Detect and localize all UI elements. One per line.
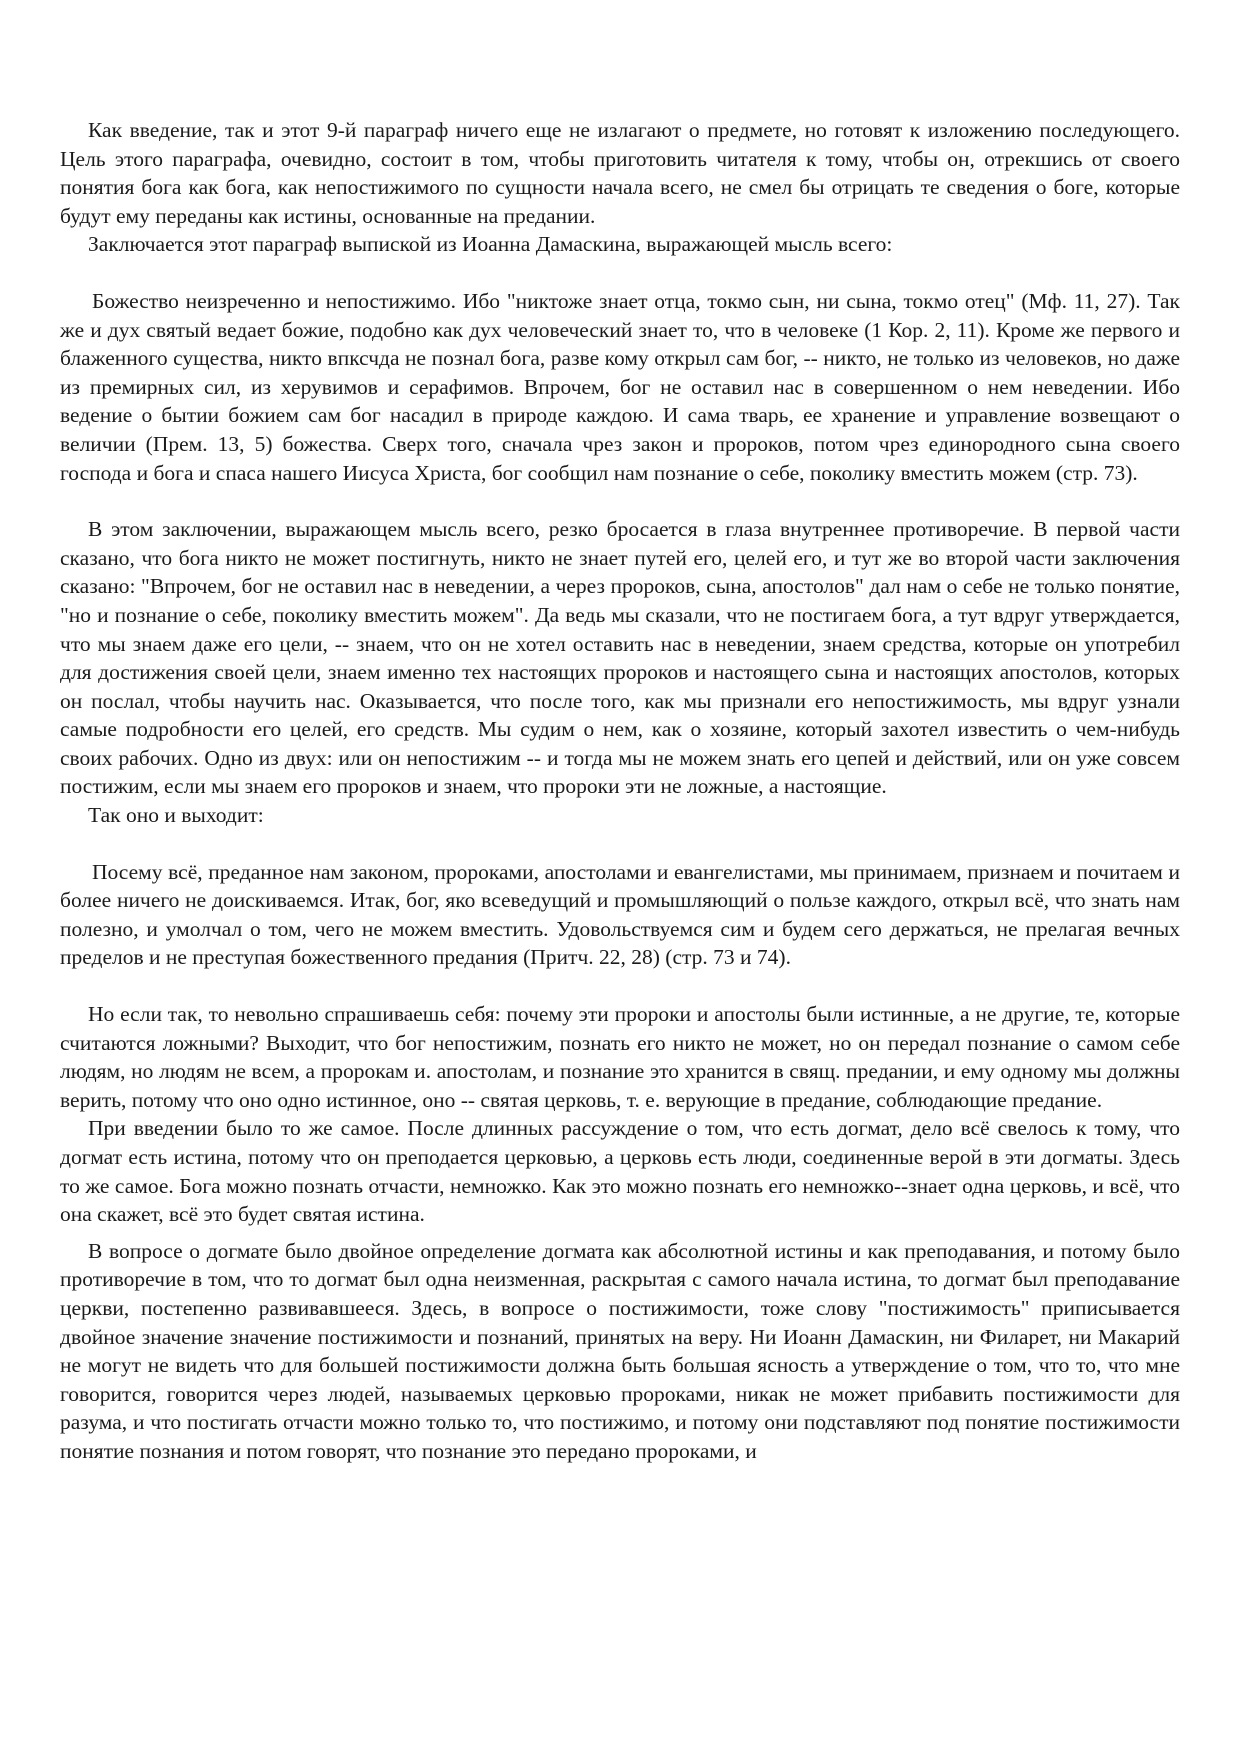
paragraph-quote-lead-2: Так оно и выходит: [88, 803, 264, 828]
paragraph-contradiction: В этом заключении, выражающем мысль всего, резко бросается в глаза внутреннее противоречие. В первой части сказано, что бога никто не может постигнуть, никто не знает путей его, целей его, и тут же во второй части заключения сказано: "Впрочем, бог не оставил нас в неведении, а через пророков, сына, апостолов" дал нам о себе не только понятие, "но и познание о себе, поколику вместить можем". Да ведь мы сказали, что не постигаем бога, а тут вдруг утверждается, что мы знаем даже его цели, -- знаем, что он не хотел оставить нас в неведении, знаем средства, которые он употребил для достижения своей цели, знаем именно тех настоящих пророков и настоящего сына и настоящих апостолов, которых он послал, чтобы научить нас. Оказывается, что после того, как мы признали его непостижимость, мы вдруг узнали самые подробности его целей, его средств. Мы судим о нем, как о хозяине, который захотел известить о чем-нибудь своих рабочих. Одно из двух: или он непостижим -- и тогда мы не можем знать его цепей и действий, или он уже совсем постижим, если мы знаем его пророков и знаем, что пророки эти не ложные, а настоящие. [60, 517, 1180, 799]
spacer [60, 1229, 1180, 1237]
quote-tradition: Посему всё, преданное нам законом, пророками, апостолами и евангелистами, мы принимаем, признаем и почитаем и более ничего не доискиваемся. Итак, бог, яко всеведущий и промышляющий о пользе каждого, открыл всё, что знать нам полезно, и умолчал о том, чего не можем вместить. Удовольствуемся сим и будем сего держаться, не прелагая вечных пределов и не преступая божественного предания (Притч. 22, 28) (стр. 73 и 74). [60, 859, 1180, 970]
paragraph-intro: Как введение, так и этот 9-й параграф ничего еще не излагают о предмете, но готовят к изложению последующего. Цель этого параграфа, очевидно, состоит в том, чтобы приготовить читателя к тому, чтобы он, отрекшись от своего понятия бога как бога, как непостижимого по сущности начала всего, не смел бы отрицать те сведения о боге, которые будут ему переданы как истины, основанные на предании. [60, 118, 1180, 228]
paragraph-quote-lead: Заключается этот параграф выпиской из Иоанна Дамаскина, выражающей мысль всего: [88, 232, 893, 257]
paragraph-dogma: В вопросе о догмате было двойное определение догмата как абсолютной истины и как преподавания, и потому было противоречие в том, что то догмат был одна неизменная, раскрытая с самого начала истина, то догмат был преподавание церкви, постепенно развивавшееся. Здесь, в вопросе о постижимости, тоже слову "постижимость" приписывается двойное значение значение постижимости и познаний, принятых на веру. Ни Иоанн Дамаскин, ни Филарет, ни Макарий не могут не видеть что для большей постижимости должна быть большая ясность а утверждение о том, что то, что мне говорится, говорится через людей, называемых церковью пророками, никак не может прибавить постижимости для разума, и что постигать отчасти можно только то, что постижимо, и потому они подставляют под понятие постижимости понятие познания и потом говорят, что познание это передано пророками, и [60, 1238, 1180, 1463]
document-page [60, 116, 1180, 1466]
paragraph-question: Но если так, то невольно спрашиваешь себя: почему эти пророки и апостолы были истинные, а не другие, те, которые считаются ложными? Выходит, что бог непостижим, познать его никто не может, но он передал познание о самом себе людям, но людям не всем, а пророкам и. апостолам, и познание это хранится в свящ. предании, и ему одному мы должны верить, потому что оно одно истинное, оно -- святая церковь, т. е. верующие в предание, соблюдающие предание. [60, 1002, 1180, 1112]
spacer [60, 487, 1180, 515]
spacer [60, 972, 1180, 1000]
quote-damascene: Божество неизреченно и непостижимо. Ибо "никтоже знает отца, токмо сын, ни сына, токмо отец" (Мф. 11, 27). Так же и дух святый ведает божие, подобно как дух человеческий знает то, что в человеке (1 Кор. 2, 11). Кроме же первого и блаженного существа, никто впксчда не познал бога, разве кому открыл сам бог, -- никто, не только из человеков, но даже из премирных сил, из херувимов и серафимов. Впрочем, бог не оставил нас в совершенном о нем неведении. Ибо ведение о бытии божием сам бог насадил в природе каждою. И сама тварь, ее хранение и управление возвещают о величии (Прем. 13, 5) божества. Сверх того, сначала чрез закон и пророков, потом чрез единородного сына своего господа и бога и спаса нашего Иисуса Христа, бог сообщил нам познание о себе, поколику вместить можем (стр. 73). [60, 288, 1180, 485]
paragraph-introduction-compare: При введении было то же самое. После длинных рассуждение о том, что есть догмат, дело всё свелось к тому, что догмат есть истина, потому что он преподается церковью, а церковь есть люди, соединенные верой в эти догматы. Здесь то же самое. Бога можно познать отчасти, немножко. Как это можно познать его немножко--знает одна церковь, и всё, что она скажет, всё это будет святая истина. [60, 1116, 1180, 1227]
spacer [60, 259, 1180, 287]
spacer [60, 830, 1180, 858]
